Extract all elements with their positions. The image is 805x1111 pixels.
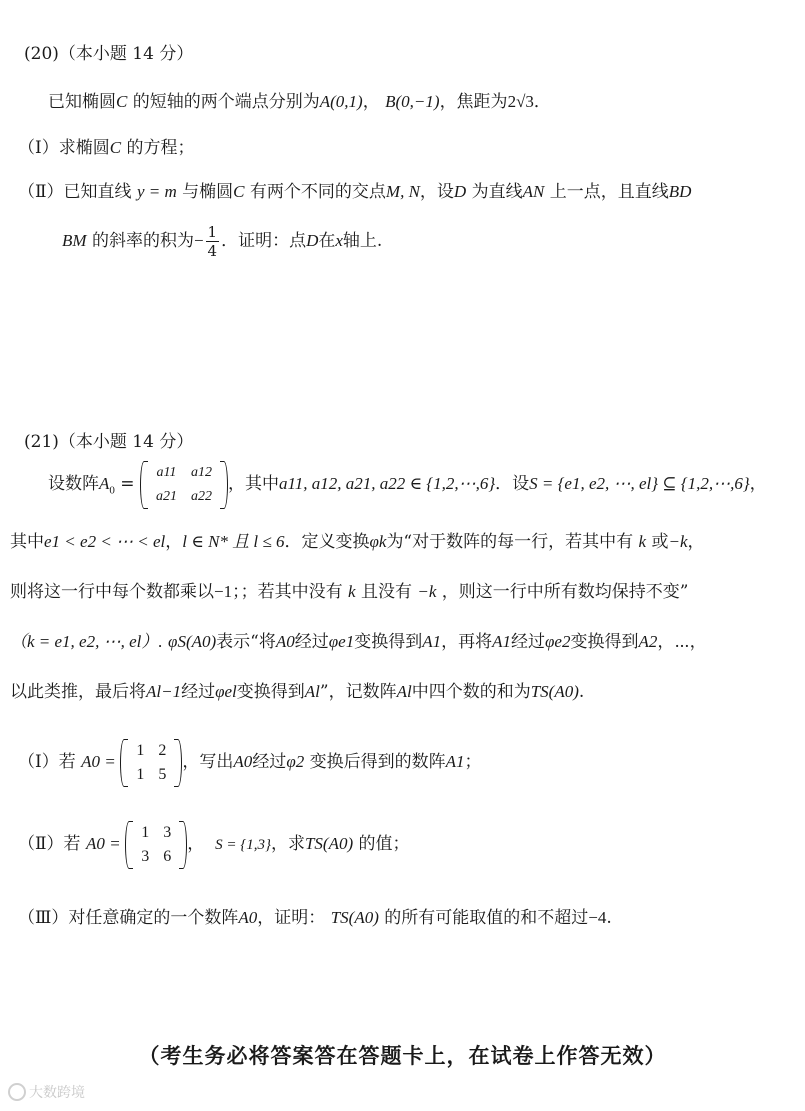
watermark: 大数跨境 — [8, 1082, 85, 1102]
q20-part-2-line-1: （Ⅱ）已知直线 y = m 与椭圆C 有两个不同的交点M, N，设D 为直线AN 上一点，且直线BD — [18, 182, 692, 202]
q21-part-2: （Ⅱ）若 A0 = 1 3 3 6 ， S = {1,3}，求TS(A0) 的值； — [18, 818, 410, 871]
q21-header: (21)（本小题 14 分） — [24, 432, 194, 452]
q20-header: (20)（本小题 14 分） — [24, 44, 194, 64]
matrix-part-1: 1 2 1 5 — [120, 739, 182, 787]
fraction-one-quarter: $\frac{1}{4}$ — [207, 223, 218, 260]
q21-line-3: 则将这一行中每个数都乘以−1；；若其中没有 k 且没有 −k ，则这一行中所有数均保持不变” — [10, 582, 689, 602]
q21-line-5: 以此类推，最后将Al−1经过φel变换得到Al”，记数阵Al中四个数的和为TS(A0). — [10, 682, 585, 702]
q20-part-1: （Ⅰ）求椭圆C 的方程； — [18, 138, 195, 158]
q20-line-1: 已知椭圆C 的短轴的两个端点分别为A(0,1)， B(0,−1)，焦距为2√3． — [48, 92, 551, 112]
q21-line-2: 其中e1 < e2 < ⋯ < el，l ∈ N* 且 l ≤ 6．定义变换φk为“对于数阵的每一行，若其中有 k 或−k， — [10, 532, 705, 552]
matrix-a0-general: a11 a12 a21 a22 — [140, 461, 228, 509]
q21-line-4: （k = e1, e2, ⋯, el）. φS(A0)表示“将A0经过φe1变换得到A1，再将A1经过φe2变换得到A2，⋯， — [10, 632, 707, 652]
exam-footer-notice: （考生务必将答案答在答题卡上，在试卷上作答无效） — [138, 1044, 667, 1068]
watermark-logo-icon — [8, 1083, 26, 1101]
q21-part-3: （Ⅲ）对任意确定的一个数阵A0，证明： TS(A0) 的所有可能取值的和不超过−4. — [18, 908, 612, 928]
q21-line-1: 设数阵$A_0$ = a11 a12 a21 a22 ，其中a11, a12, a21, a22 ∈ {1,2,⋯,6}．设S = {e1, e2, ⋯, el} ⊆ {1,2,⋯,6}， — [48, 460, 767, 509]
q21-part-1: （Ⅰ）若 A0 = 1 2 1 5 ，写出A0经过φ2 变换后得到的数阵A1； — [18, 737, 482, 787]
matrix-part-2: 1 3 3 6 — [125, 821, 187, 869]
q20-part-2-line-2: BM 的斜率的积为− $\frac{1}{4}$ ．证明：点D在x轴上. — [62, 223, 383, 260]
